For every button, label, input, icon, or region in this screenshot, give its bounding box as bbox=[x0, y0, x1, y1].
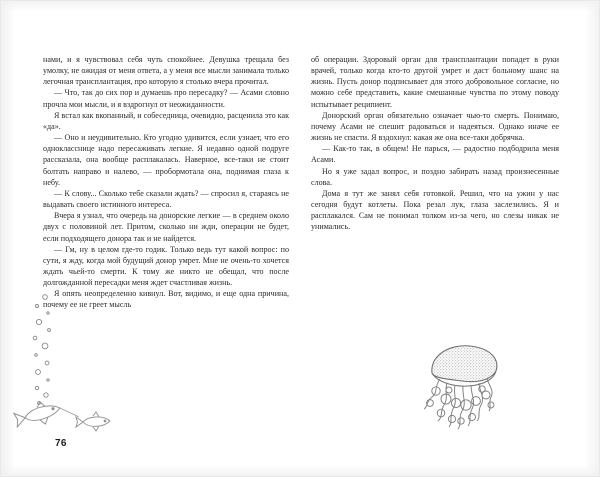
paragraph: — Оно и неудивительно. Кто угодно удивится, если узнает, что его однокласснице надо пересаживать легкие. Я недавно одной подруге рассказала, она вообще расплакалась. Наверное, все-таки не стоит болтать направо и налево, — пробормотала она, поднимая глаза к небу. bbox=[43, 133, 289, 187]
paragraph: Вчера я узнал, что очередь на донорские легкие — в среднем около двух с половиной лет. Притом, сколько ни жди, операции не будет, если подходящего донора так и не найдется. bbox=[43, 211, 289, 243]
paragraph: об операции. Здоровый орган для трансплантации попадет в руки врачей, только когда кто-то другой умрет и даст больному шанс на жизнь. Пусть донор подписывает для этого добровольное согласие, но можно себе представить, какие смешанные чувства по этому поводу испытывает реципиент. bbox=[311, 55, 559, 109]
paragraph: — Что, так до сих пор и думаешь про пересадку? — Асами словно прочла мои мысли, и я вздрогнул от неожиданности. bbox=[43, 88, 289, 109]
left-page-textblock bbox=[43, 54, 289, 311]
jellyfish-icon bbox=[416, 333, 512, 437]
paragraph: нами, и я чувствовал себя чуть спокойнее. Девушка трещала без умолку, не ожидая от меня ответа, а у меня все мысли занимала только легочная трансплантация, про которую я столько вчера прочитал. bbox=[43, 55, 289, 87]
paragraph: Но я уже задал вопрос, и поздно забирать назад произнесенные слова. bbox=[311, 166, 559, 187]
paragraph: Дома я тут же занял себя готовкой. Решил, что на ужин у нас сегодня будут котлеты. Пока резал лук, глаза заслезились. Я и расплакался. Сам не понимал толком из-за чего, но слезы никак не унимались. bbox=[311, 188, 559, 232]
page-number: 76 bbox=[55, 438, 67, 449]
page-right bbox=[301, 1, 600, 478]
paragraph: Я опять неопределенно кивнул. Вот, видимо, и еще одна причина, почему ее не греет мысль bbox=[43, 289, 289, 310]
paragraph: Донорский орган обязательно означает чью-то смерть. Понимаю, почему Асами не спешит радоваться и надеяться. Однако иначе ее жизнь не спасти. Я вздохнул: какая же она все-таки добрячка. bbox=[311, 110, 559, 143]
paragraph: — Как-то так, в общем! Не парься, — радостно подбодрила меня Асами. bbox=[311, 144, 559, 165]
right-page-textblock bbox=[311, 54, 559, 233]
paragraph: Я встал как вкопанный, и собеседница, очевидно, расценила это как «да». bbox=[43, 110, 290, 131]
page-left bbox=[1, 1, 301, 478]
fish-and-bubbles-icon bbox=[15, 289, 120, 449]
paragraph: — К слову... Сколько тебе сказали ждать? — спросил я, стараясь не выдавать своего истинного интереса. bbox=[43, 188, 289, 210]
paragraph: — Гм, ну в целом где-то годик. Только ведь тут какой вопрос: по сути, я жду, когда мой будущий донор умрет. Мне не очень-то хочется ждать чьей-то смерти. К тому же никто не обещал, что после долгожданной пересадки меня ждет счастливая жизнь. bbox=[43, 244, 289, 288]
